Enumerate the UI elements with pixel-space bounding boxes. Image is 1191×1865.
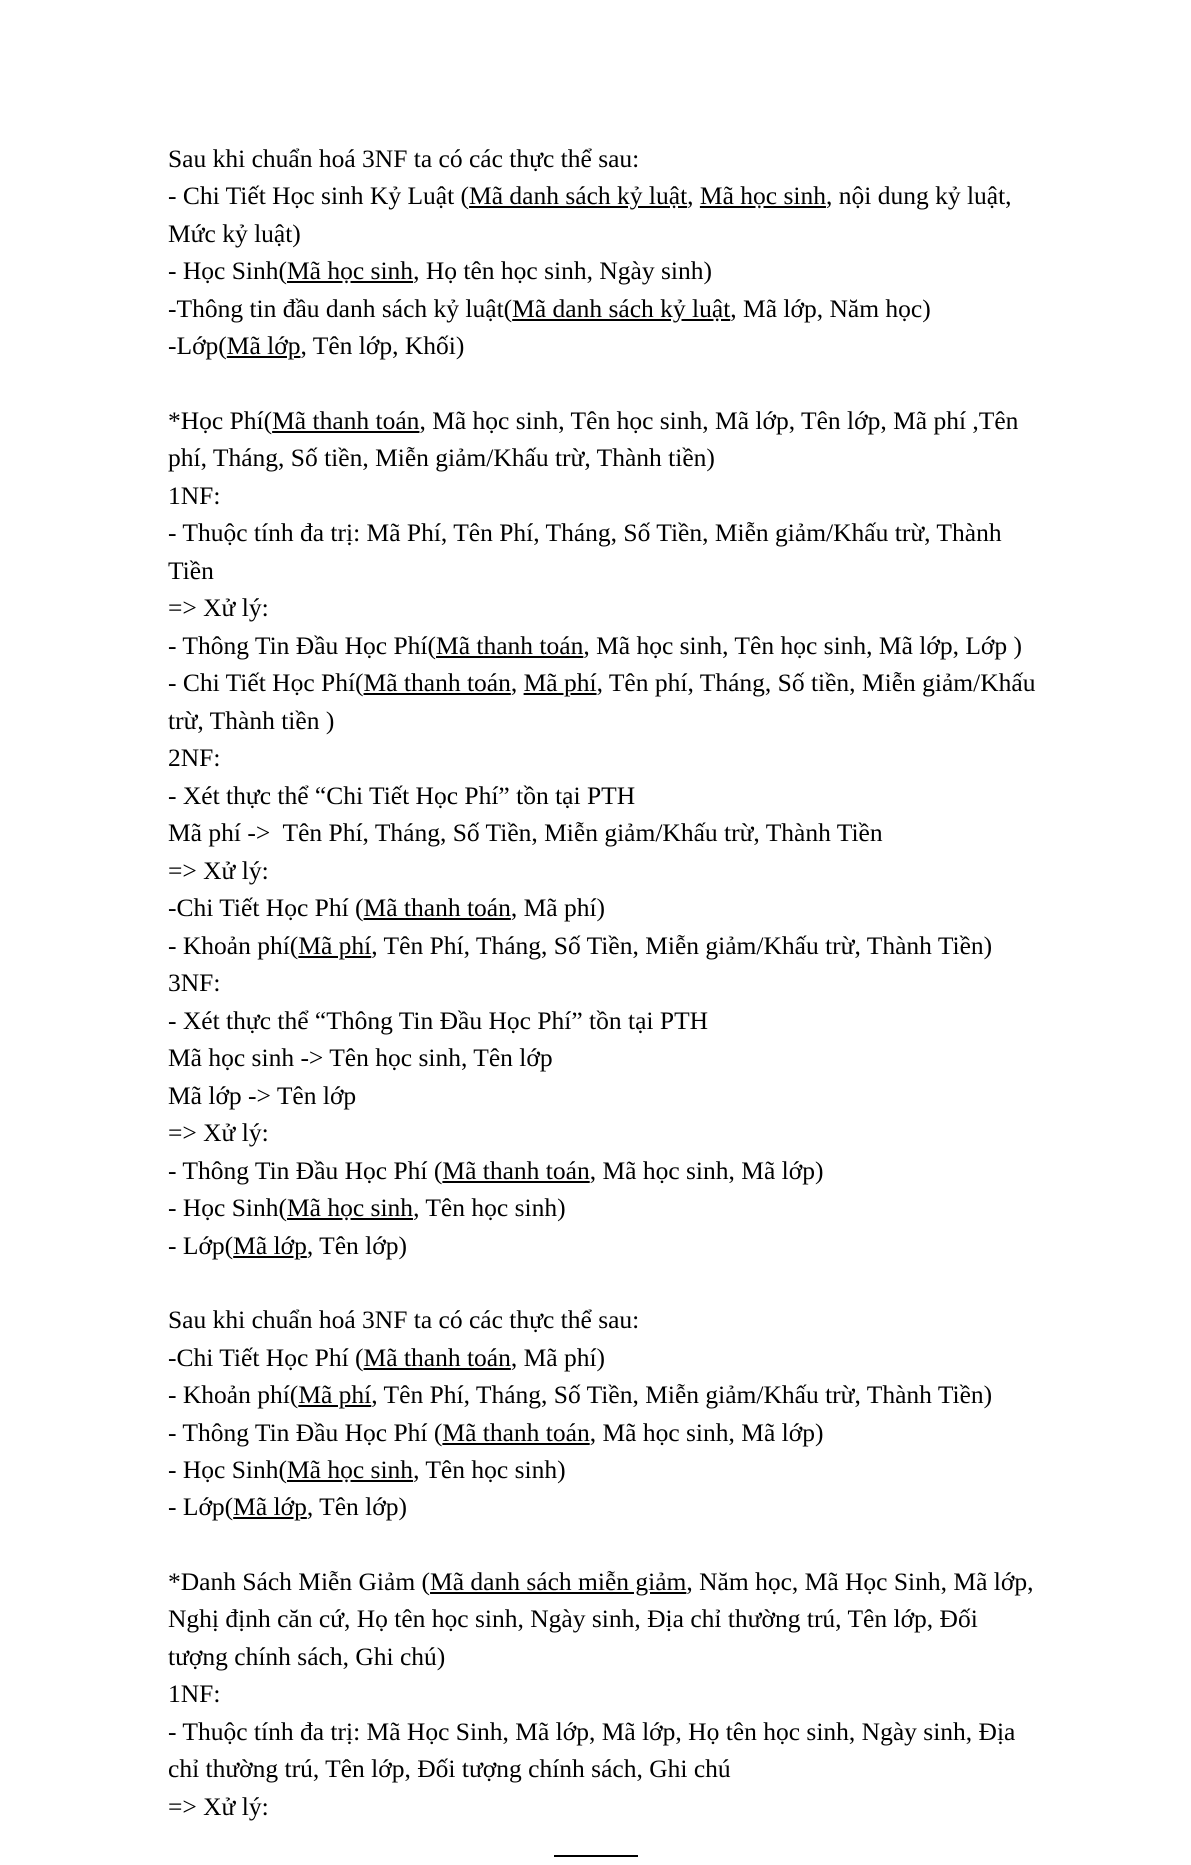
line-hoc-sinh-3 (168, 1451, 1041, 1488)
text-run-11-2: , (510, 668, 524, 698)
line-pth-ma-hoc-sinh (168, 1039, 1041, 1076)
spacer-1 (168, 365, 1041, 402)
underlined-key-4-1: Mã lớp (226, 331, 301, 361)
underlined-key-31-1: Mã học sinh (286, 1454, 414, 1484)
line-xu-ly-4 (168, 1788, 1041, 1825)
line-pth-ma-phi (168, 814, 1041, 851)
line-khoan-phi-2 (168, 1376, 1041, 1413)
line-thong-tin-dau-hoc-phi-1 (168, 627, 1041, 664)
text-run-34-2: , Năm học, Mã Học Sinh, Mã lớp, Nghị định căn cứ, Họ tên học sinh, Ngày sinh, Địa chỉ thường trú, Tên lớp, Đối tượng chính sách, Ghi chú) (168, 1566, 1040, 1671)
text-run-2-2: , Họ tên học sinh, Ngày sinh) (413, 256, 712, 286)
text-run-15-0: => Xử lý: (168, 855, 269, 885)
text-run-18-0: 3NF: (168, 968, 221, 998)
line-hoc-sinh-1 (168, 252, 1041, 289)
line-lop-1 (168, 327, 1041, 364)
text-run-22-0: => Xử lý: (168, 1118, 269, 1148)
underlined-key-29-1: Mã phí (298, 1380, 372, 1410)
line-hoc-sinh-2 (168, 1189, 1041, 1226)
text-run-17-0: - Khoản phí( (168, 930, 299, 960)
text-run-32-2: , Tên lớp) (306, 1492, 407, 1522)
underlined-key-25-1: Mã lớp (233, 1230, 307, 1260)
text-run-11-4: , Tên phí, Tháng, Số tiền, Miễn giảm/Khấu trừ, Thành tiền ) (168, 668, 1042, 735)
underlined-key-11-1: Mã thanh toán (363, 668, 511, 698)
underlined-key-1-3: Mã học sinh (699, 181, 826, 211)
underlined-key-16-1: Mã thanh toán (363, 893, 511, 923)
line-danh-sach-mien-giam-entity (168, 1563, 1041, 1675)
underlined-key-10-1: Mã thanh toán (436, 630, 584, 660)
text-run-23-2: , Mã học sinh, Mã lớp) (589, 1155, 824, 1185)
text-run-0-0: Sau khi chuẩn hoá 3NF ta có các thực thể sau: (168, 144, 640, 173)
spacer-3 (168, 1526, 1041, 1563)
text-run-10-2: , Mã học sinh, Tên học sinh, Mã lớp, Lớp ) (583, 630, 1023, 660)
line-chi-tiet-hoc-sinh-ky-luat (168, 177, 1041, 252)
line-hoc-phi-entity (168, 402, 1041, 477)
line-xet-thuc-the-thong-tin-dau-hoc-phi (168, 1002, 1041, 1039)
line-2nf-label (168, 739, 1041, 776)
text-run-6-2: , Mã học sinh, Tên học sinh, Mã lớp, Tên lớp, Mã phí ,Tên phí, Tháng, Số tiền, Miễn giảm/Khấu trừ, Thành tiền) (168, 405, 1025, 473)
text-run-30-2: , Mã học sinh, Mã lớp) (589, 1417, 824, 1447)
text-run-31-2: , Tên học sinh) (413, 1454, 566, 1484)
text-run-11-0: - Chi Tiết Học Phí( (168, 668, 364, 698)
text-run-7-0: 1NF: (168, 480, 221, 510)
text-run-29-0: - Khoản phí( (168, 1380, 299, 1410)
underlined-key-32-1: Mã lớp (233, 1492, 307, 1522)
page-footer-rule (554, 1855, 638, 1857)
text-run-32-0: - Lớp( (168, 1492, 234, 1522)
text-run-24-0: - Học Sinh( (168, 1193, 287, 1223)
text-run-1-0: - Chi Tiết Học sinh Kỷ Luật ( (168, 181, 470, 211)
text-run-14-0: Mã phí -> Tên Phí, Tháng, Số Tiền, Miễn giảm/Khấu trừ, Thành Tiền (168, 818, 883, 848)
text-run-4-2: , Tên lớp, Khối) (300, 331, 465, 361)
document-text-body (168, 140, 1041, 1825)
line-thong-tin-dau-hoc-phi-3 (168, 1414, 1041, 1451)
line-3nf-label (168, 964, 1041, 1001)
text-run-25-0: - Lớp( (168, 1230, 234, 1260)
line-1nf-label-1 (168, 477, 1041, 514)
line-intro-3nf-1 (168, 140, 1041, 177)
text-run-10-0: - Thông Tin Đầu Học Phí( (168, 630, 437, 660)
line-lop-2 (168, 1227, 1041, 1264)
text-run-16-2: , Mã phí) (510, 893, 606, 923)
text-run-3-2: , Mã lớp, Năm học) (730, 293, 931, 323)
text-run-9-0: => Xử lý: (168, 593, 269, 623)
text-run-30-0: - Thông Tin Đầu Học Phí ( (168, 1417, 443, 1447)
underlined-key-2-1: Mã học sinh (286, 256, 414, 286)
underlined-key-28-1: Mã thanh toán (363, 1342, 511, 1372)
underlined-key-6-1: Mã thanh toán (272, 405, 420, 435)
line-thuoc-tinh-da-tri-2 (168, 1713, 1041, 1788)
underlined-key-17-1: Mã phí (298, 930, 372, 960)
line-khoan-phi-1 (168, 927, 1041, 964)
text-run-13-0: - Xét thực thể “Chi Tiết Học Phí” tồn tại PTH (168, 780, 636, 810)
line-lop-3 (168, 1488, 1041, 1525)
text-run-16-0: -Chi Tiết Học Phí ( (168, 893, 364, 923)
text-run-28-0: -Chi Tiết Học Phí ( (168, 1342, 364, 1372)
text-run-8-0: - Thuộc tính đa trị: Mã Phí, Tên Phí, Tháng, Số Tiền, Miễn giảm/Khấu trừ, Thành Tiền (168, 518, 1008, 585)
text-run-4-0: -Lớp( (168, 331, 227, 361)
line-chi-tiet-hoc-phi-3 (168, 1339, 1041, 1376)
text-run-21-0: Mã lớp -> Tên lớp (168, 1080, 357, 1110)
line-thong-tin-dau-hoc-phi-2 (168, 1152, 1041, 1189)
text-run-1-4: , nội dung kỷ luật, Mức kỷ luật) (168, 181, 1018, 248)
text-run-24-2: , Tên học sinh) (413, 1193, 566, 1223)
underlined-key-3-1: Mã danh sách kỷ luật (512, 293, 731, 323)
line-xu-ly-2 (168, 852, 1041, 889)
text-run-12-0: 2NF: (168, 743, 221, 773)
text-run-31-0: - Học Sinh( (168, 1454, 287, 1484)
text-run-17-2: , Tên Phí, Tháng, Số Tiền, Miễn giảm/Khấu trừ, Thành Tiền) (371, 930, 993, 960)
text-run-37-0: => Xử lý: (168, 1791, 269, 1821)
text-run-27-0: Sau khi chuẩn hoá 3NF ta có các thực thể sau: (168, 1305, 640, 1335)
text-run-1-2: , (687, 181, 700, 211)
line-thong-tin-dau-danh-sach-ky-luat (168, 290, 1041, 327)
text-run-6-0: *Học Phí( (168, 405, 273, 435)
spacer-2 (168, 1264, 1041, 1301)
line-xu-ly-1 (168, 589, 1041, 626)
text-run-29-2: , Tên Phí, Tháng, Số Tiền, Miễn giảm/Khấu trừ, Thành Tiền) (371, 1380, 993, 1410)
text-run-3-0: -Thông tin đầu danh sách kỷ luật( (168, 293, 513, 323)
text-run-35-0: 1NF: (168, 1679, 221, 1709)
underlined-key-11-3: Mã phí (523, 668, 597, 698)
text-run-2-0: - Học Sinh( (168, 256, 287, 286)
line-xet-thuc-the-chi-tiet-hoc-phi (168, 777, 1041, 814)
line-chi-tiet-hoc-phi-2 (168, 889, 1041, 926)
line-intro-3nf-2 (168, 1301, 1041, 1338)
text-run-19-0: - Xét thực thể “Thông Tin Đầu Học Phí” tồn tại PTH (168, 1005, 709, 1035)
text-run-25-2: , Tên lớp) (306, 1230, 407, 1260)
line-xu-ly-3 (168, 1114, 1041, 1151)
line-chi-tiet-hoc-phi-1 (168, 664, 1041, 739)
line-1nf-label-2 (168, 1675, 1041, 1712)
text-run-34-0: *Danh Sách Miễn Giảm ( (168, 1566, 431, 1596)
line-pth-ma-lop (168, 1077, 1041, 1114)
text-run-20-0: Mã học sinh -> Tên học sinh, Tên lớp (168, 1043, 553, 1073)
text-run-28-2: , Mã phí) (510, 1342, 606, 1372)
line-thuoc-tinh-da-tri-1 (168, 514, 1041, 589)
text-run-36-0: - Thuộc tính đa trị: Mã Học Sinh, Mã lớp, Mã lớp, Họ tên học sinh, Ngày sinh, Địa chỉ thường trú, Tên lớp, Đối tượng chính sách, Ghi chú (168, 1716, 1022, 1784)
underlined-key-24-1: Mã học sinh (286, 1193, 414, 1223)
underlined-key-34-1: Mã danh sách miễn giảm (430, 1566, 687, 1596)
text-run-23-0: - Thông Tin Đầu Học Phí ( (168, 1155, 443, 1185)
underlined-key-30-1: Mã thanh toán (442, 1417, 590, 1447)
underlined-key-1-1: Mã danh sách kỷ luật (469, 181, 688, 211)
underlined-key-23-1: Mã thanh toán (442, 1155, 590, 1185)
